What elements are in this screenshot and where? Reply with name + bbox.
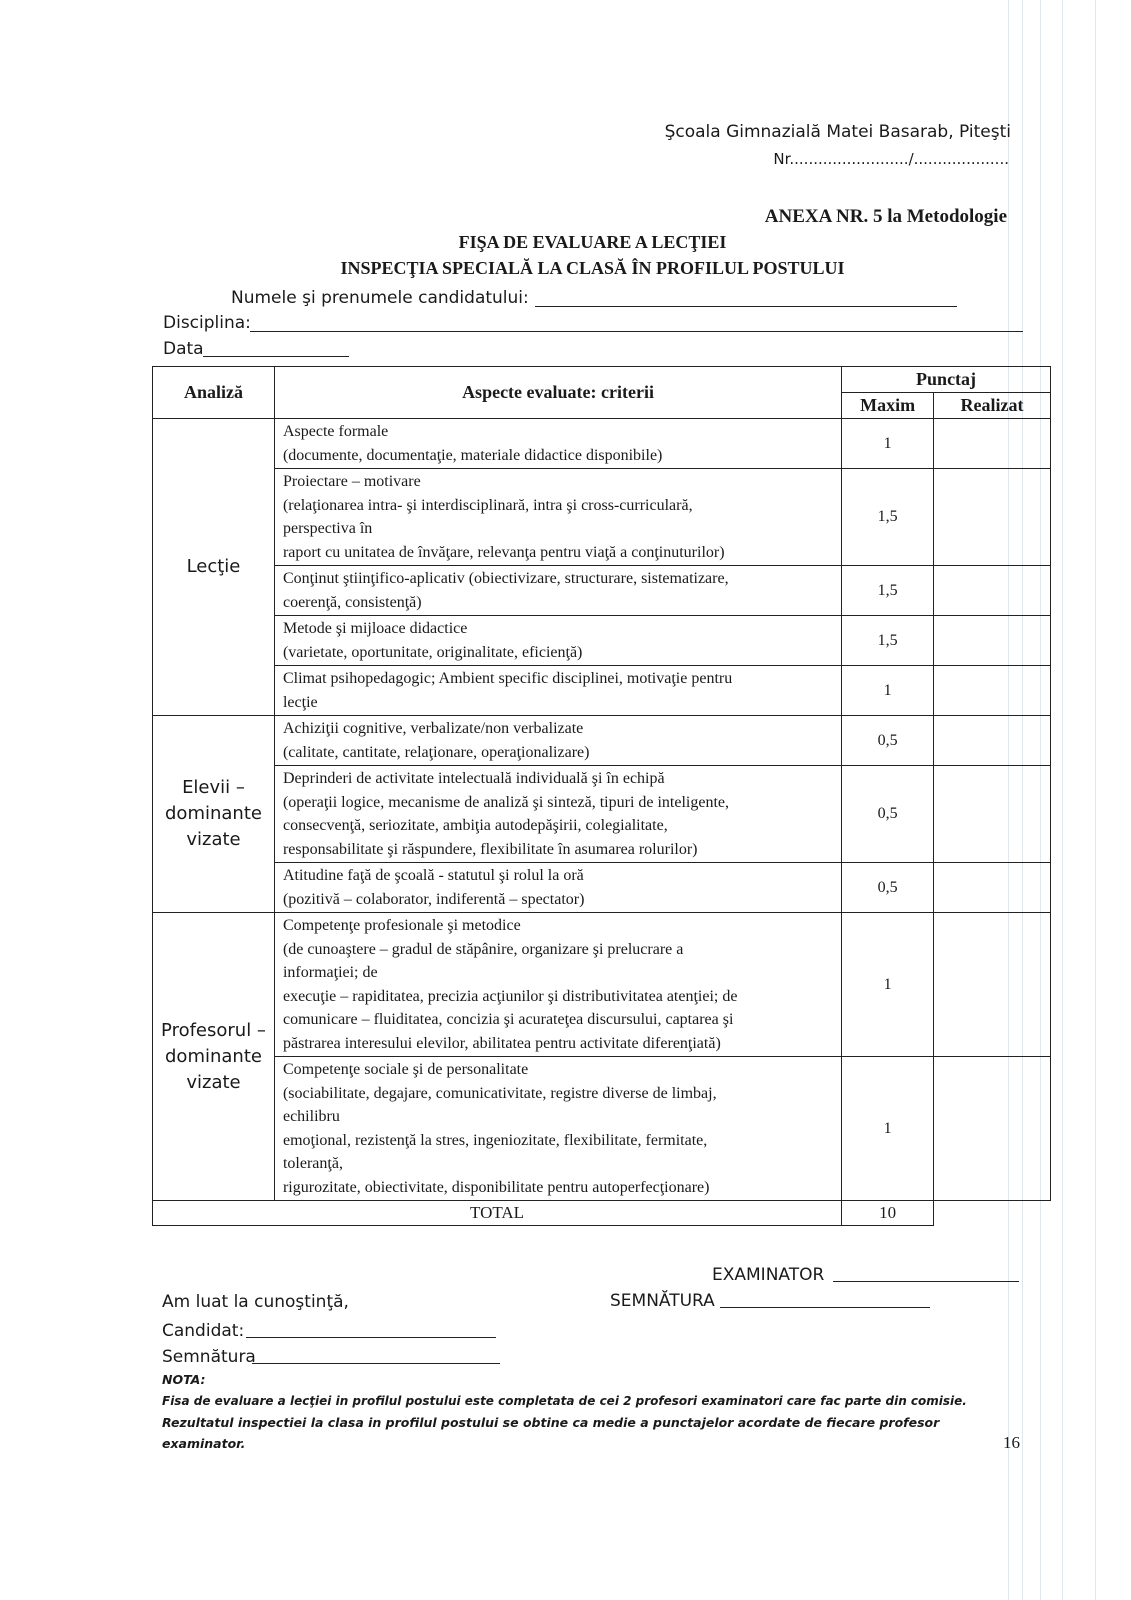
realized-score-cell[interactable] [934,766,1051,863]
school-name: Şcoala Gimnazială Matei Basarab, Piteşti [664,122,1011,142]
max-score-cell: 0,5 [842,863,934,913]
realized-score-cell[interactable] [934,863,1051,913]
table-row [153,863,1051,913]
criterion-cell: Proiectare – motivare (relaţionarea intra- şi interdisciplinară, intra şi cross-curriculară, perspectiva în raport cu unitatea de învăţare, relevanţa pentru viaţă a conţinuturilor) [274,469,841,566]
realized-score-cell[interactable] [934,913,1051,1057]
table-header-row [153,367,1051,393]
signature-label: Semnătura [162,1347,256,1367]
table-row [153,766,1051,863]
total-label: TOTAL [153,1201,842,1226]
realized-score-cell[interactable] [934,419,1051,469]
realized-score-cell[interactable] [934,1057,1051,1201]
document-subtitle: INSPECŢIA SPECIALĂ LA CLASĂ ÎN PROFILUL POSTULUI [340,258,845,278]
criterion-cell: Competenţe profesionale şi metodice (de cunoaştere – gradul de stăpânire, organizare şi prelucrare a informaţiei; de execuţie – rapiditatea, precizia acţiunilor şi distributivitatea atenţiei; de comunicare – fluiditatea, concizia şi acurateţea discursului, captarea şi păstrarea interesului elevilor, abilitatea pentru activitate diferenţiată) [274,913,841,1057]
max-score-cell: 1 [842,666,934,716]
examiner-signature-field[interactable] [720,1307,930,1308]
document-title: FIŞA DE EVALUARE A LECŢIEI [458,232,727,252]
total-max-score: 10 [842,1201,934,1226]
realized-score-cell[interactable] [934,469,1051,566]
examiner-label: EXAMINATOR [712,1265,825,1285]
date-field[interactable] [203,356,349,357]
header-analysis: Analiză [153,367,275,419]
table-row [153,716,1051,766]
date-label: Data [163,339,204,359]
max-score-cell: 1,5 [842,566,934,616]
page-number: 16 [1003,1433,1020,1452]
discipline-label: Disciplina: [163,313,251,333]
candidate-label: Candidat: [162,1321,245,1341]
note-line: Fisa de evaluare a lecţiei in profilul postului este completata de cei 2 profesori examinatori care fac parte din comisie. [162,1394,967,1408]
table-row [153,469,1051,566]
note-label: NOTA: [162,1372,206,1387]
note-line: examinator. [162,1436,246,1451]
max-score-cell: 1,5 [842,469,934,566]
section-label-students: Elevii – dominante vizate [153,716,275,913]
realized-score-cell[interactable] [934,566,1051,616]
candidate-name-field[interactable] [535,306,957,307]
header-realized: Realizat [934,393,1051,419]
table-row [153,566,1051,616]
realized-score-cell[interactable] [934,616,1051,666]
candidate-name-label: Numele şi prenumele candidatului: [231,288,529,308]
examiner-signature-label: SEMNĂTURA [610,1291,715,1311]
total-row [153,1201,1051,1226]
criterion-cell: Metode şi mijloace didactice (varietate, oportunitate, originalitate, eficienţă) [274,616,841,666]
section-label-teacher: Profesorul – dominante vizate [153,913,275,1201]
acknowledged-label: Am luat la cunoştinţă, [162,1292,349,1312]
total-realized-score[interactable] [934,1201,1051,1226]
criterion-cell: Conţinut ştiinţifico-aplicativ (obiectivizare, structurare, sistematizare, coerenţă, consistenţă) [274,566,841,616]
criterion-cell: Deprinderi de activitate intelectuală individuală şi în echipă (operaţii logice, mecanisme de analiză şi sinteză, tipuri de inteligente, consecvenţă, seriozitate, ambiţia autodepăşirii, colegialitate, responsabilitate şi răspundere, flexibilitate în asumarea rolurilor) [274,766,841,863]
max-score-cell: 1 [842,913,934,1057]
header-criteria: Aspecte evaluate: criterii [274,367,841,419]
realized-score-cell[interactable] [934,666,1051,716]
max-score-cell: 1,5 [842,616,934,666]
criterion-cell: Competenţe sociale şi de personalitate (sociabilitate, degajare, comunicativitate, registre diverse de limbaj, echilibru emoţional, rezistenţă la stres, ingeniozitate, flexibilitate, fermitate, toleranţă, rigurozitate, obiectivitate, disponibilitate pentru autoperfecţionare) [274,1057,841,1201]
discipline-field[interactable] [250,331,1023,332]
max-score-cell: 0,5 [842,716,934,766]
max-score-cell: 1 [842,419,934,469]
header-score: Punctaj [842,367,1051,393]
candidate-field[interactable] [246,1337,496,1338]
table-row [153,1057,1051,1201]
criterion-cell: Aspecte formale (documente, documentaţie, materiale didactice disponibile) [274,419,841,469]
table-row [153,616,1051,666]
max-score-cell: 0,5 [842,766,934,863]
max-score-cell: 1 [842,1057,934,1201]
criterion-cell: Climat psihopedagogic; Ambient specific disciplinei, motivaţie pentru lecţie [274,666,841,716]
criterion-cell: Atitudine faţă de şcoală - statutul şi rolul la oră (pozitivă – colaborator, indiferentă – spectator) [274,863,841,913]
header-max: Maxim [842,393,934,419]
table-row [153,666,1051,716]
examiner-name-field[interactable] [833,1281,1019,1282]
registration-number: Nr........................./.................... [773,150,1009,168]
evaluation-table [152,366,1051,1226]
note-line: Rezultatul inspectiei la clasa in profilul postului se obtine ca medie a punctajelor acordate de fiecare profesor [162,1415,940,1430]
table-row [153,419,1051,469]
signature-field[interactable] [252,1363,500,1364]
section-label-lesson: Lecţie [153,419,275,716]
realized-score-cell[interactable] [934,716,1051,766]
annex-label: ANEXA NR. 5 la Metodologie [764,206,1007,227]
criterion-cell: Achiziţii cognitive, verbalizate/non verbalizate (calitate, cantitate, relaţionare, operaţionalizare) [274,716,841,766]
table-row [153,913,1051,1057]
